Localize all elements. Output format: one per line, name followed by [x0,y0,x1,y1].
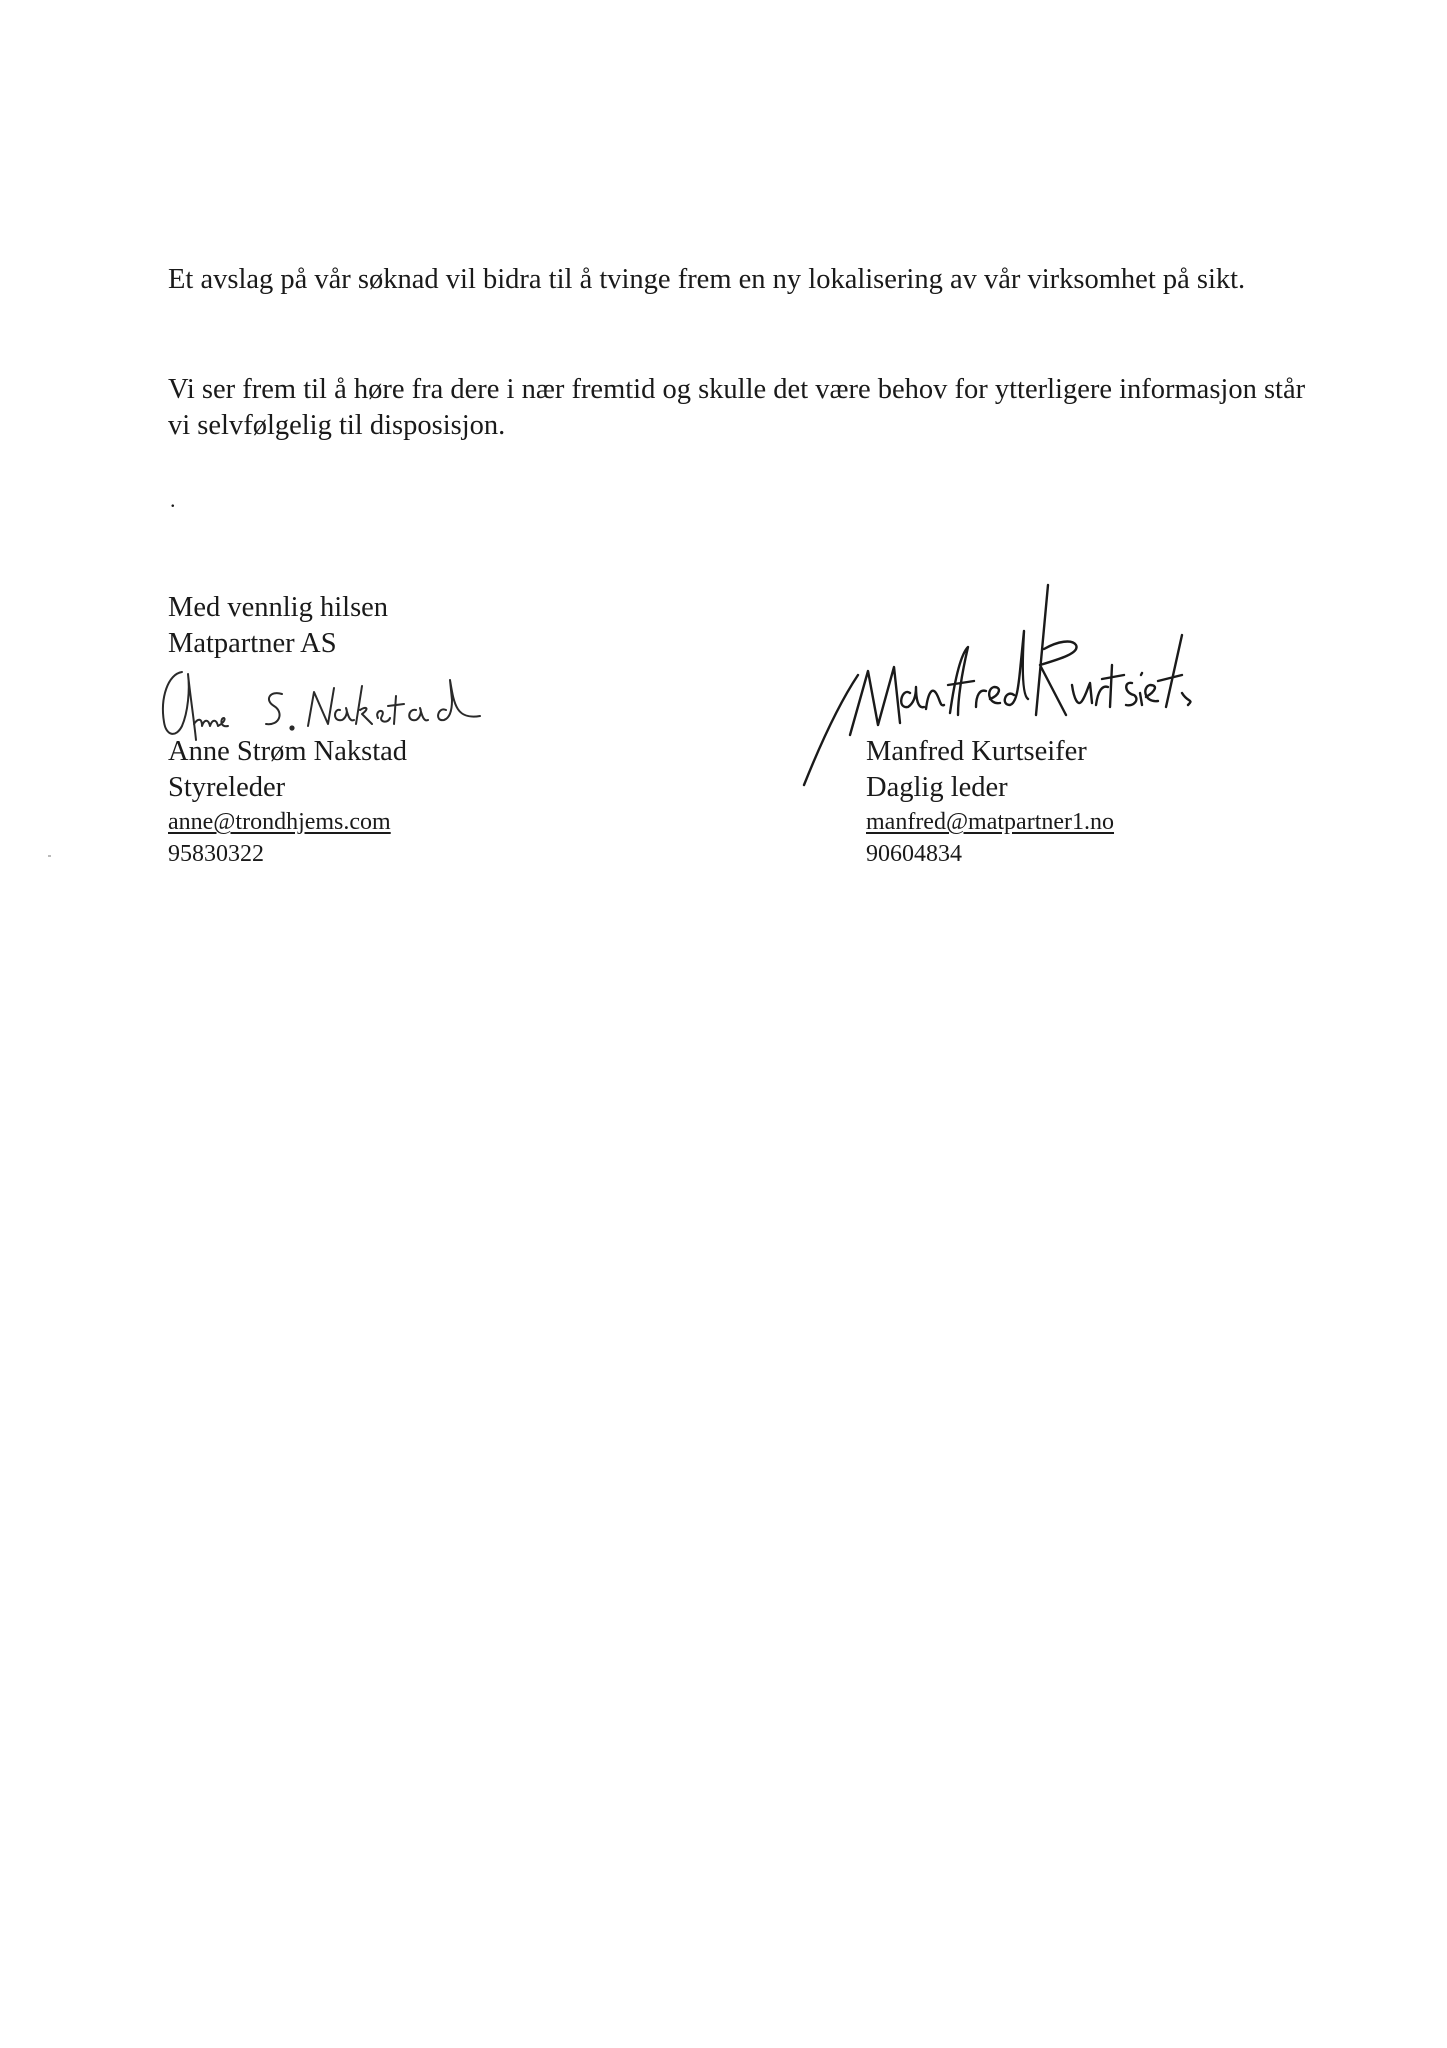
stray-mark: . [170,487,176,512]
signatory-left-email[interactable]: anne@trondhjems.com [168,809,391,835]
closing-greeting: Med vennlig hilsen [168,592,389,623]
signatory-right-email[interactable]: manfred@matpartner1.no [866,809,1115,835]
paragraph-relocation: Et avslag på vår søknad vil bidra til å tvinge frem en ny lokalisering av vår virksomhet på sikt. [168,264,1246,295]
paragraph-contact: Vi ser frem til å høre fra dere i nær fremtid og skulle det være behov for ytterligere informasjon står vi selvfølgelig til disposisjon. [168,374,1306,441]
signatory-left-phone: 95830322 [168,841,264,867]
signatory-right-name: Manfred Kurtseifer [866,736,1087,767]
signatory-left-name: Anne Strøm Nakstad [168,736,408,767]
scan-speck [48,855,51,857]
signatory-right-title: Daglig leder [866,772,1008,803]
signatory-right-phone: 90604834 [866,841,962,867]
signatory-left-title: Styreleder [168,772,286,803]
company-name: Matpartner AS [168,628,337,659]
